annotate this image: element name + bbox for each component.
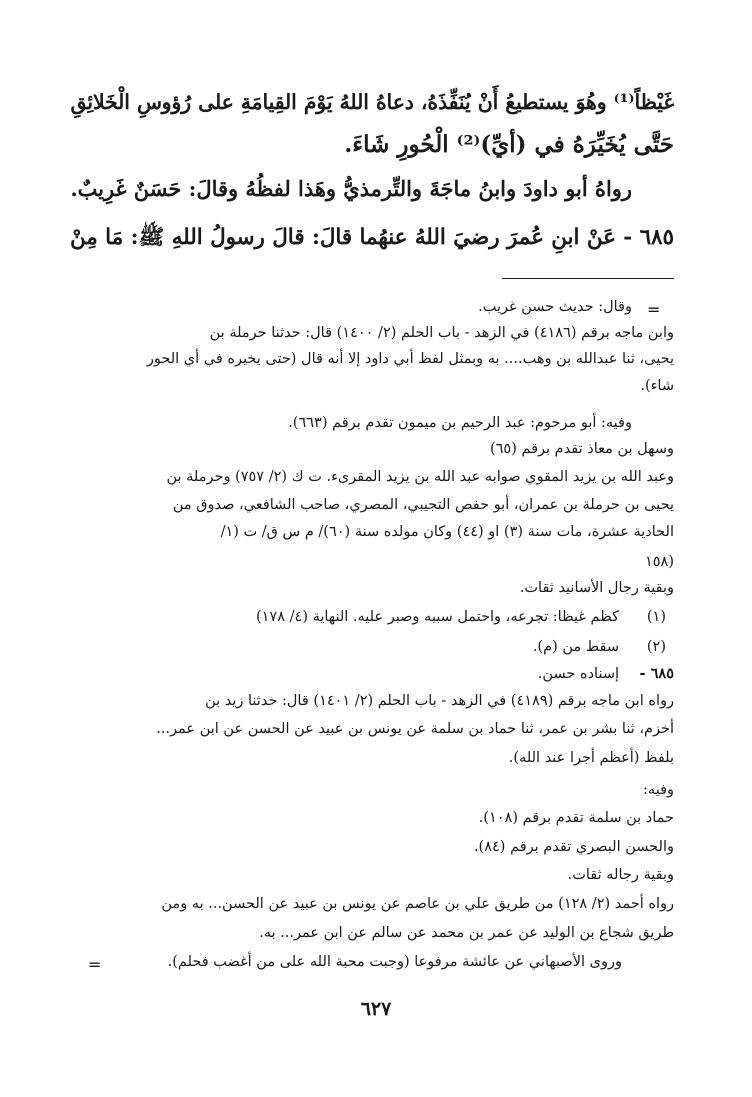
footnote-line: وسهل بن معاذ تقدم برقم (٦٥) — [489, 441, 674, 457]
footnote-685-text: إسناده حسن. — [537, 666, 619, 682]
continuation-marker-top: = — [647, 300, 661, 319]
footnote-line: بلفظ (أعظم أجرا عند الله). — [508, 750, 674, 766]
footnote-2-text: سقط من (م). — [532, 639, 619, 655]
footnote-line: وروى الأصبهاني عن عائشة مرفوعا (وجبت محبة الله على من أغضب فحلم). — [167, 954, 622, 970]
hadith-685-heading: ٦٨٥ - عَنْ ابنِ عُمرَ رضيَ اللهُ عنهُما قالَ: قالَ رسولُ اللهِ ﷺ: مَا مِنْ — [70, 225, 674, 250]
footnote-line: شاء). — [640, 378, 674, 394]
footnote-line: (١٥٨ — [644, 554, 674, 570]
footnote-line: حماد بن سلمة تقدم برقم (١٠٨). — [478, 810, 674, 826]
footnote-line: وابن ماجه برقم (٤١٨٦) في الزهد - باب الحلم (٢/ ١٤٠٠) قال: حدثنا حرملة بن — [209, 325, 674, 341]
footnote-line: وعبد الله بن يزيد المقوي صوابه عبد الله بن يزيد المقرىء. ت ك (٢/ ٧٥٧) وحرملة بن — [166, 469, 674, 485]
footnote-line: رواه ابن ماجه برقم (٤١٨٩) في الزهد - باب الحلم (٢/ ١٤٠١) قال: حدثنا زيد بن — [205, 693, 674, 709]
main-text-line-3: رواهُ أبو داودَ وابنُ ماجَةَ والتِّرمذيُّ وهَذا لفظُهُ وقالَ: حَسَنٌ غَرِيبٌ. — [70, 176, 632, 201]
footnote-number: (٢) — [646, 639, 666, 655]
footnote-line: وفيه: أبو مرحوم: عبد الرحيم بن ميمون تقدم برقم (٦٦٣). — [288, 415, 632, 431]
footnote-line: وفيه: — [643, 782, 674, 798]
footnote-line: رواه أحمد (٢/ ١٢٨) من طريق علي بن عاصم عن يونس بن عبيد عن الحسن... به ومن — [161, 896, 674, 912]
footnote-separator — [502, 278, 674, 279]
page-number: ٦٢٧ — [360, 998, 392, 1020]
footnote-line: يحيى بن حرملة بن عمران، أبو حفص التجيبي، المصري، صاحب الشافعي، صدوق من — [172, 497, 674, 513]
main-text-line-1: غَيْظاً⁽¹⁾ وهُوَ يستطيعُ أَنْ يُنَفِّذَهُ، دعاهُ اللهُ يَوْمَ القِيامَةِ على رُؤوسِ الْخَلائِقِ — [70, 90, 674, 114]
footnote-number: (١) — [646, 609, 666, 625]
continuation-marker-bottom: = — [88, 955, 102, 974]
footnote-line: يحيى، ثنا عبدالله بن وهب.... به وبمثل لفظ أبي داود إلا أنه قال (حتى يخيره في أي الحور — [146, 351, 674, 367]
footnote-line: أخزم، ثنا بشر بن عمر، ثنا حماد بن سلمة عن يونس بن عبيد عن الحسن عن ابن عمر... — [156, 721, 674, 737]
footnote-line: وبقية رجاله ثقات. — [567, 867, 674, 883]
footnote-line: والحسن البصري تقدم برقم (٨٤). — [473, 839, 674, 855]
footnote-685-number: ٦٨٥ - — [639, 665, 674, 682]
footnote-line: الحادية عشرة، مات سنة (٣) او (٤٤) وكان مولده سنة (٦٠)/ م س ق/ ت (١/ — [220, 524, 674, 540]
footnote-line: وبقية رجال الأسانيد ثقات. — [519, 580, 674, 596]
footnote-line: وقال: حديث حسن غريب. — [478, 299, 632, 315]
footnote-line: طريق شجاع بن الوليد عن عمر بن محمد عن سالم عن ابن عمر... به. — [259, 925, 674, 941]
footnote-1-text: كظم غيظا: تجرعه، واحتمل سببه وصبر عليه. النهاية (٤/ ١٧٨) — [255, 609, 619, 625]
main-text-line-2: حَتَّى يُخَيِّرَهُ في (أيِّ)⁽²⁾ الْحُورِ شَاءَ. — [344, 131, 674, 158]
